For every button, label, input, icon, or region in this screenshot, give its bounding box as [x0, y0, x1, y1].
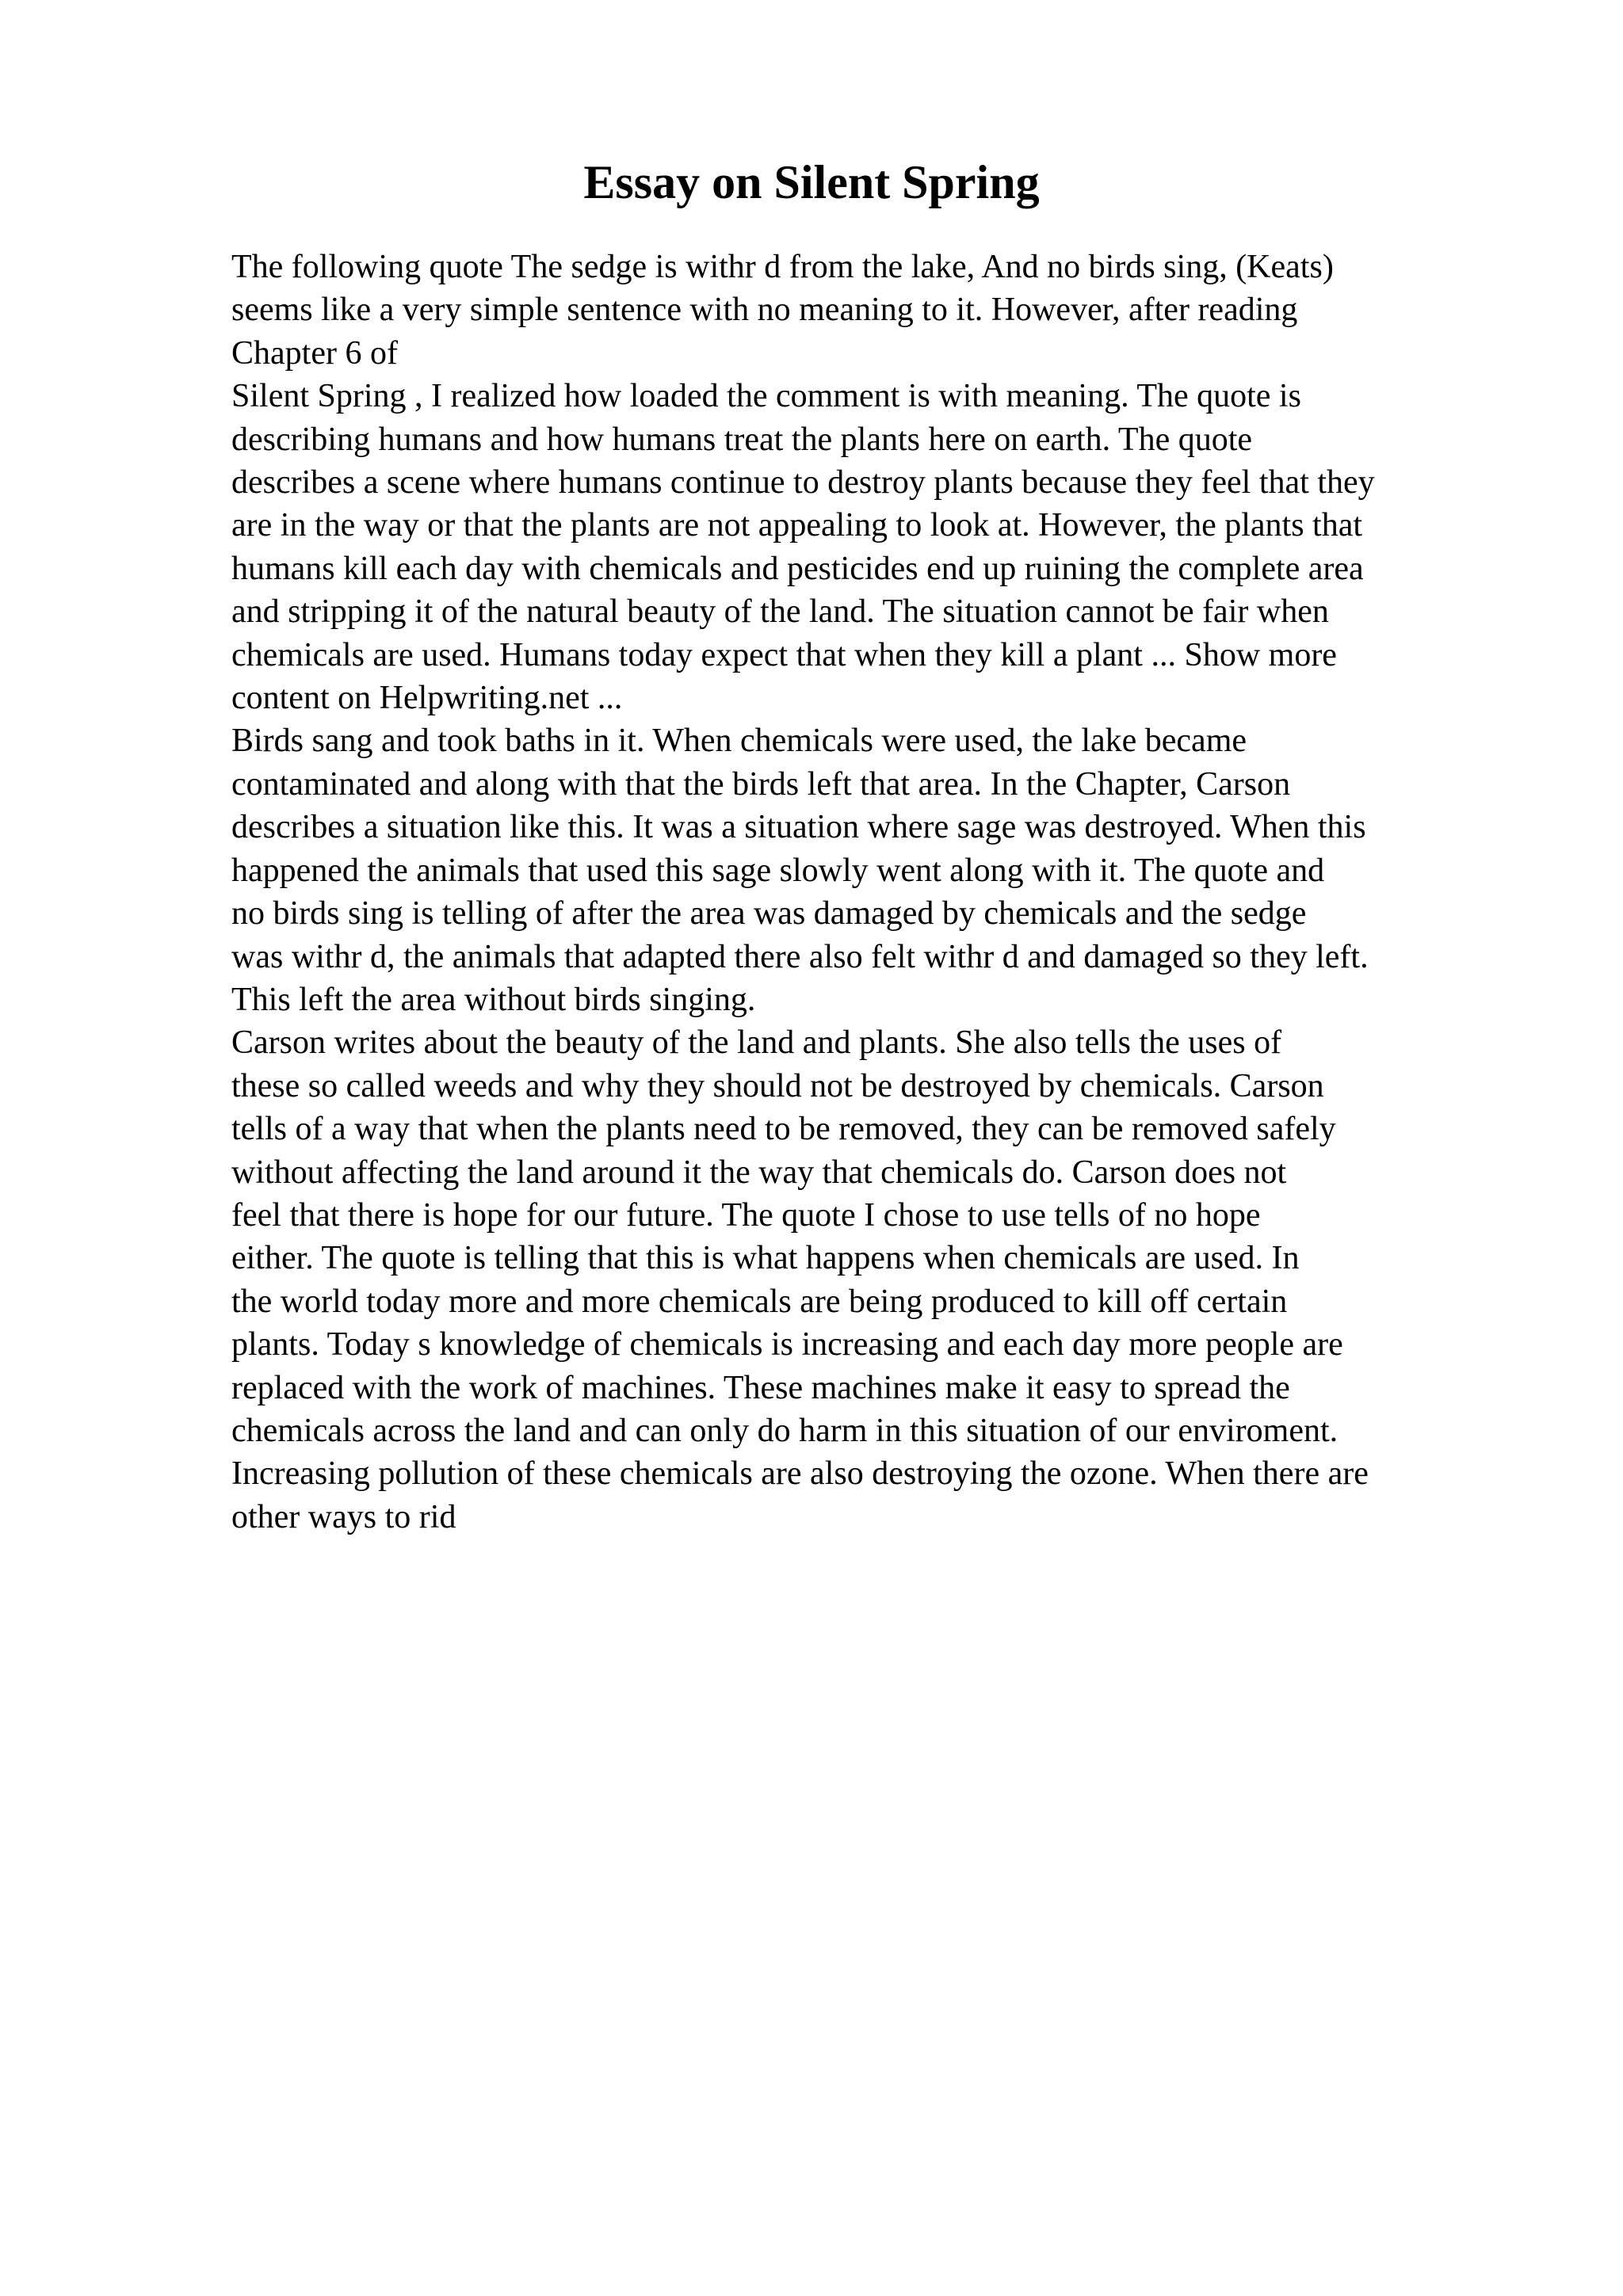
- text-line: are in the way or that the plants are not appealing to look at. However, the plants that: [231, 507, 1363, 544]
- document-body: [231, 246, 1515, 1539]
- text-line: happened the animals that used this sage slowly went along with it. The quote and: [231, 852, 1325, 889]
- text-line: no birds sing is telling of after the area was damaged by chemicals and the sedge: [231, 895, 1307, 933]
- text-line: tells of a way that when the plants need to be removed, they can be removed safely: [231, 1111, 1336, 1148]
- text-line: chemicals across the land and can only do harm in this situation of our enviroment.: [231, 1412, 1338, 1449]
- text-line: content on Helpwriting.net ...: [231, 680, 623, 717]
- text-line: plants. Today s knowledge of chemicals is increasing and each day more people are: [231, 1326, 1343, 1363]
- text-line: and stripping it of the natural beauty of the land. The situation cannot be fair when: [231, 593, 1329, 631]
- text-line: was withr d, the animals that adapted there also felt withr d and damaged so they left.: [231, 938, 1369, 975]
- text-line: other ways to rid: [231, 1498, 456, 1535]
- text-line: seems like a very simple sentence with no meaning to it. However, after reading: [231, 292, 1298, 329]
- text-line: The following quote The sedge is withr d from the lake, And no birds sing, (Keats): [231, 249, 1334, 285]
- text-line: Increasing pollution of these chemicals are also destroying the ozone. When there are: [231, 1455, 1369, 1493]
- text-line: describing humans and how humans treat the plants here on earth. The quote: [231, 421, 1253, 458]
- text-line: This left the area without birds singing.: [231, 981, 756, 1018]
- text-line: Birds sang and took baths in it. When chemicals were used, the lake became: [231, 723, 1247, 760]
- text-line: contaminated and along with that the birds left that area. In the Chapter, Carson: [231, 765, 1291, 803]
- text-line: replaced with the work of machines. These machines make it easy to spread the: [231, 1369, 1290, 1406]
- text-line: Carson writes about the beauty of the land and plants. She also tells the uses of: [231, 1024, 1282, 1062]
- text-line: without affecting the land around it the way that chemicals do. Carson does not: [231, 1154, 1287, 1191]
- text-line: chemicals are used. Humans today expect that when they kill a plant ... Show more: [231, 636, 1337, 673]
- text-line: these so called weeds and why they should not be destroyed by chemicals. Carson: [231, 1067, 1324, 1104]
- text-line: Silent Spring , I realized how loaded the comment is with meaning. The quote is: [231, 378, 1301, 415]
- document-title: Essay on Silent Spring: [583, 156, 1040, 208]
- text-line: feel that there is hope for our future. The quote I chose to use tells of no hope: [231, 1196, 1261, 1234]
- text-line: the world today more and more chemicals are being produced to kill off certain: [231, 1283, 1288, 1320]
- text-line: describes a situation like this. It was a situation where sage was destroyed. When this: [231, 809, 1366, 846]
- text-line: describes a scene where humans continue to destroy plants because they feel that they: [231, 464, 1375, 502]
- text-line: either. The quote is telling that this is what happens when chemicals are used. In: [231, 1240, 1300, 1277]
- text-line: humans kill each day with chemicals and pesticides end up ruining the complete area: [231, 550, 1364, 587]
- text-line: Chapter 6 of: [231, 334, 398, 372]
